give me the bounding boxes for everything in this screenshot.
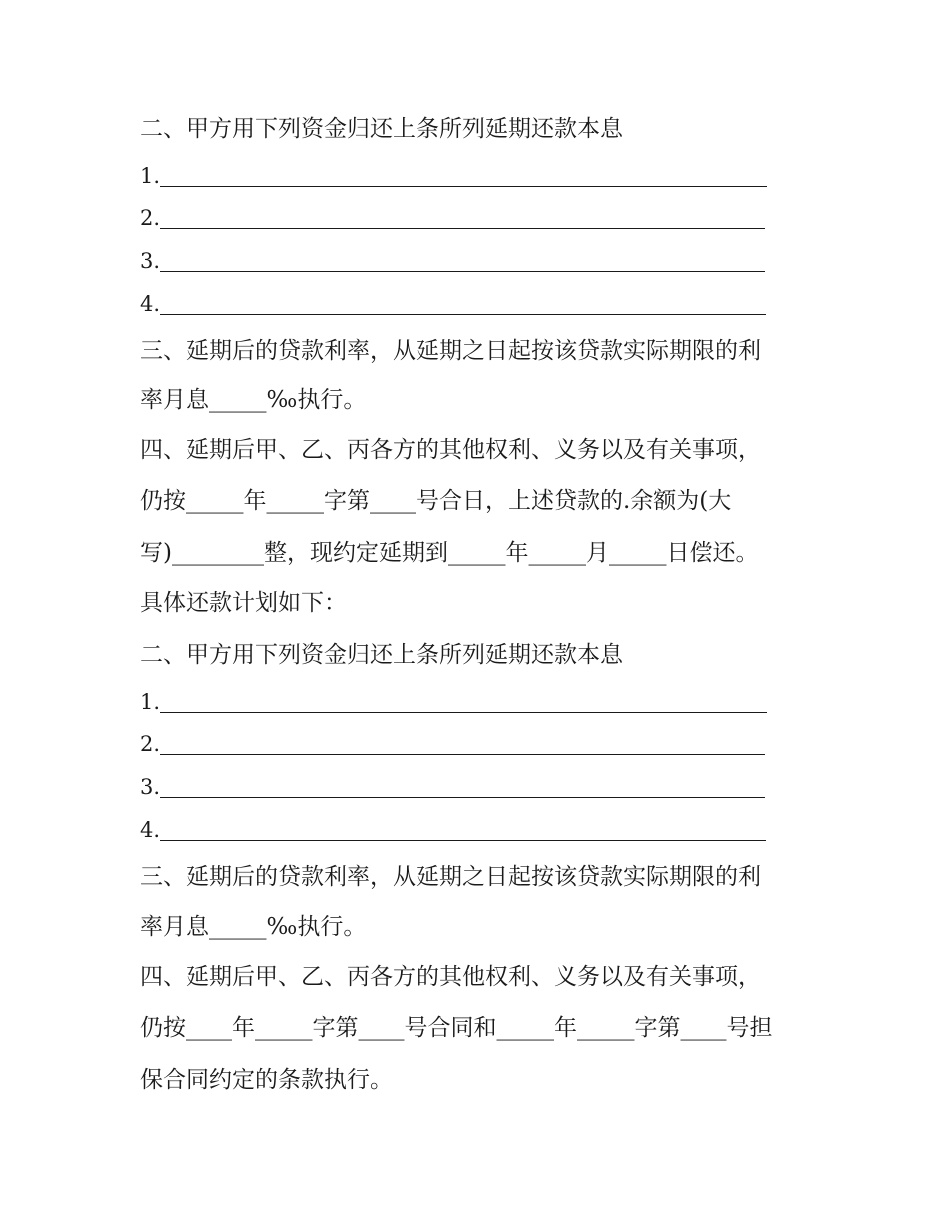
interest-rate-clause-line1: 三、延期后的贷款利率，从延期之日起按该贷款实际期限的利 bbox=[140, 338, 761, 364]
interest-rate-clause-line2: 率月息_____‰执行。 bbox=[140, 914, 367, 940]
other-rights-clause-line2: 仍按____年_____字第____号合同和_____年_____字第____号担 bbox=[140, 1015, 773, 1041]
blank-item-1 bbox=[140, 688, 767, 716]
fill-in-line bbox=[160, 314, 766, 315]
fill-in-line bbox=[160, 754, 765, 755]
fill-in-line bbox=[160, 712, 767, 713]
fill-in-line bbox=[160, 797, 765, 798]
repayment-funds-heading: 二、甲方用下列资金归还上条所列延期还款本息 bbox=[140, 642, 623, 668]
fill-in-line bbox=[160, 186, 767, 187]
other-rights-clause-line1: 四、延期后甲、乙、丙各方的其他权利、义务以及有关事项， bbox=[140, 437, 761, 463]
interest-rate-clause-line2: 率月息_____‰执行。 bbox=[140, 387, 367, 413]
repayment-funds-heading: 二、甲方用下列资金归还上条所列延期还款本息 bbox=[140, 116, 623, 142]
item-number: 4. bbox=[140, 292, 161, 316]
blank-item-2 bbox=[140, 204, 765, 232]
fill-in-line bbox=[160, 840, 766, 841]
item-number: 2. bbox=[140, 206, 161, 230]
other-rights-clause-line1: 四、延期后甲、乙、丙各方的其他权利、义务以及有关事项， bbox=[140, 964, 761, 990]
blank-item-3 bbox=[140, 773, 765, 801]
fill-in-line bbox=[160, 271, 765, 272]
other-rights-clause-line3: 保合同约定的条款执行。 bbox=[140, 1067, 393, 1093]
item-number: 1. bbox=[140, 164, 161, 188]
blank-item-1 bbox=[140, 162, 767, 190]
other-rights-clause-line2: 仍按_____年_____字第____号合日，上述贷款的.余额为(大 bbox=[140, 488, 732, 514]
item-number: 4. bbox=[140, 818, 161, 842]
blank-item-4 bbox=[140, 816, 766, 844]
fill-in-line bbox=[160, 228, 765, 229]
other-rights-clause-line3: 写)________整，现约定延期到_____年_____月_____日偿还。 bbox=[140, 540, 759, 566]
item-number: 2. bbox=[140, 732, 161, 756]
item-number: 1. bbox=[140, 690, 161, 714]
blank-item-2 bbox=[140, 730, 765, 758]
repayment-plan-intro: 具体还款计划如下： bbox=[140, 590, 347, 616]
blank-item-3 bbox=[140, 247, 765, 275]
blank-item-4 bbox=[140, 290, 766, 318]
interest-rate-clause-line1: 三、延期后的贷款利率，从延期之日起按该贷款实际期限的利 bbox=[140, 864, 761, 890]
item-number: 3. bbox=[140, 249, 161, 273]
item-number: 3. bbox=[140, 775, 161, 799]
